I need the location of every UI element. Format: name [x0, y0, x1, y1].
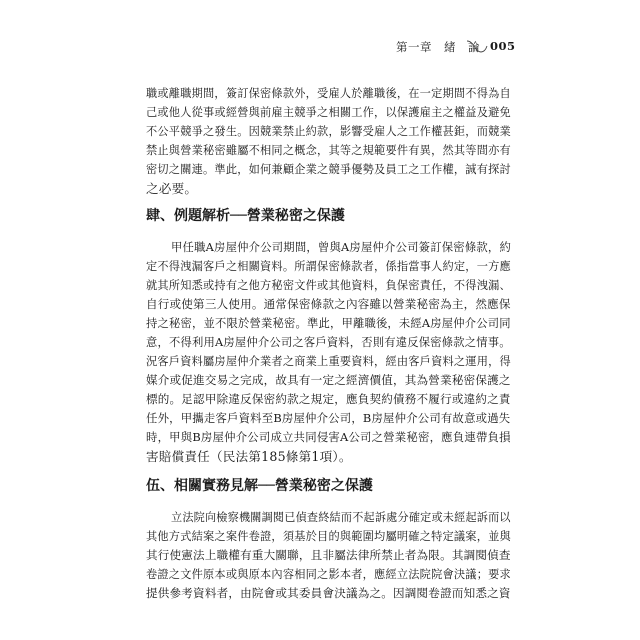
text-line: 甲任職A房屋仲介公司期間，曾與A房屋仲介公司簽訂保密條款，約 [171, 240, 512, 254]
intro-paragraph [146, 84, 514, 198]
text-line: 己或他人從事或經營與前雇主競爭之相關工作，以保護雇主之權益及避免 [146, 106, 511, 119]
page-number: 005 [490, 39, 516, 53]
text-line: 不公平競爭之發生。因競業禁止約款，影響受雇人之工作權甚鉅，而競業 [146, 125, 511, 138]
text-line: 其他方式結案之案件卷證，須基於目的與範圍均屬明確之特定議案，並與 [146, 530, 511, 543]
text-line: 其行使憲法上職權有重大關聯，且非屬法律所禁止者為限。其調閱偵查 [146, 548, 511, 562]
text-line: 任外，甲攜走客戶資料至B房屋仲介公司，B房屋仲介公司有故意或過失 [146, 411, 511, 425]
text-line: 況客戶資料屬房屋仲介業者之商業上重要資料，經由客戶資料之運用，得 [146, 355, 511, 368]
chapter-title: 第一章 緒 論 [396, 40, 480, 54]
text-line: 自行或使第三人使用。通常保密條款之內容雖以營業秘密為主，然應保 [146, 297, 511, 311]
text-line: 媒介或促進交易之完成，故具有一定之經濟價值，其為營業秘密保護之 [146, 373, 511, 387]
text-line: 提供參考資料者，由院會或其委員會決議為之。因調閱卷證而知悉之資 [146, 586, 511, 600]
text-line: 意，不得利用A房屋仲介公司之客戶資料，否則有違反保密條款之情事。 [146, 336, 511, 349]
section-heading-4: 肆、例題解析──營業秘密之保護 [146, 208, 345, 224]
text-line: 密切之關連。準此，如何兼顧企業之競爭優勢及員工之工作權，誠有探討 [146, 163, 511, 176]
section-5-paragraph [146, 508, 514, 603]
text-line: 害賠償責任（民法第185條第1項）。 [146, 449, 352, 464]
text-line: 持之秘密，並不限於營業秘密。準此，甲離職後，未經A房屋仲介公司同 [146, 317, 511, 330]
text-line: 之必要。 [146, 181, 198, 196]
text-line: 卷證之文件原本或與原本內容相同之影本者，應經立法院院會決議；要求 [146, 568, 511, 581]
text-line: 職或離職期間，簽訂保密條款外，受雇人於離職後，在一定期間不得為自 [146, 87, 511, 100]
section-heading-5: 伍、相關實務見解──營業秘密之保護 [146, 478, 373, 494]
running-header [396, 38, 516, 56]
section-4-paragraph [146, 238, 514, 466]
text-line: 就其所知悉或持有之他方秘密文件或其他資料，負保密責任，不得洩漏、 [146, 279, 511, 292]
text-line: 定不得洩漏客戶之相關資料。所謂保密條款者，係指當事人約定，一方應 [146, 260, 511, 273]
text-line: 標的。足認甲除違反保密約款之規定，應負契約債務不履行或違約之責 [146, 392, 511, 406]
text-line: 立法院向檢察機關調閱已偵查終結而不起訴處分確定或未經起訴而以 [171, 511, 511, 524]
text-line: 禁止與營業秘密雖屬不相同之概念，其等之規範要件有異，然其等間亦有 [146, 144, 511, 157]
text-line: 時，甲與B房屋仲介公司成立共同侵害A公司之營業秘密，應負連帶負損 [146, 430, 511, 444]
header-ornament-icon [466, 38, 488, 54]
